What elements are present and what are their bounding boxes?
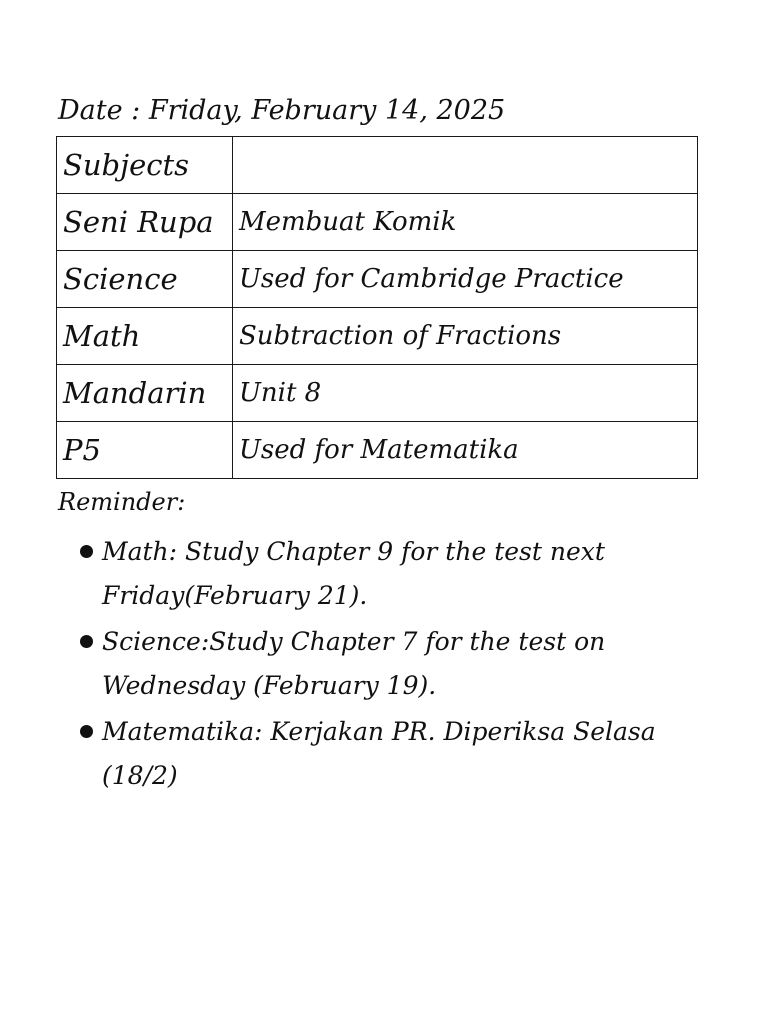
table-row xyxy=(57,308,698,365)
table-row xyxy=(57,137,698,194)
subject-cell: Science xyxy=(57,251,233,308)
bullet-icon xyxy=(80,635,93,648)
subject-cell: P5 xyxy=(57,422,233,479)
detail-cell: Used for Matematika xyxy=(233,422,698,479)
detail-cell: Unit 8 xyxy=(233,365,698,422)
list-item xyxy=(80,710,720,798)
subject-cell: Subjects xyxy=(57,137,233,194)
list-item xyxy=(80,530,720,618)
date-heading: Date : Friday, February 14, 2025 xyxy=(58,95,506,126)
bullet-icon xyxy=(80,725,93,738)
reminder-text: Math: Study Chapter 9 for the test next Friday(February 21). xyxy=(102,537,605,610)
reminder-text: Science:Study Chapter 7 for the test on Wednesday (February 19). xyxy=(102,627,606,700)
subject-cell: Math xyxy=(57,308,233,365)
table-row xyxy=(57,365,698,422)
table-row xyxy=(57,422,698,479)
detail-cell: Subtraction of Fractions xyxy=(233,308,698,365)
subjects-table xyxy=(56,136,698,479)
reminder-heading: Reminder: xyxy=(58,488,186,516)
reminder-list xyxy=(80,530,720,800)
list-item xyxy=(80,620,720,708)
detail-cell: Membuat Komik xyxy=(233,194,698,251)
subject-cell: Seni Rupa xyxy=(57,194,233,251)
detail-cell xyxy=(233,137,698,194)
detail-cell: Used for Cambridge Practice xyxy=(233,251,698,308)
reminder-text: Matematika: Kerjakan PR. Diperiksa Selasa (18/2) xyxy=(102,717,656,790)
subject-cell: Mandarin xyxy=(57,365,233,422)
table-row xyxy=(57,251,698,308)
bullet-icon xyxy=(80,545,93,558)
table-row xyxy=(57,194,698,251)
